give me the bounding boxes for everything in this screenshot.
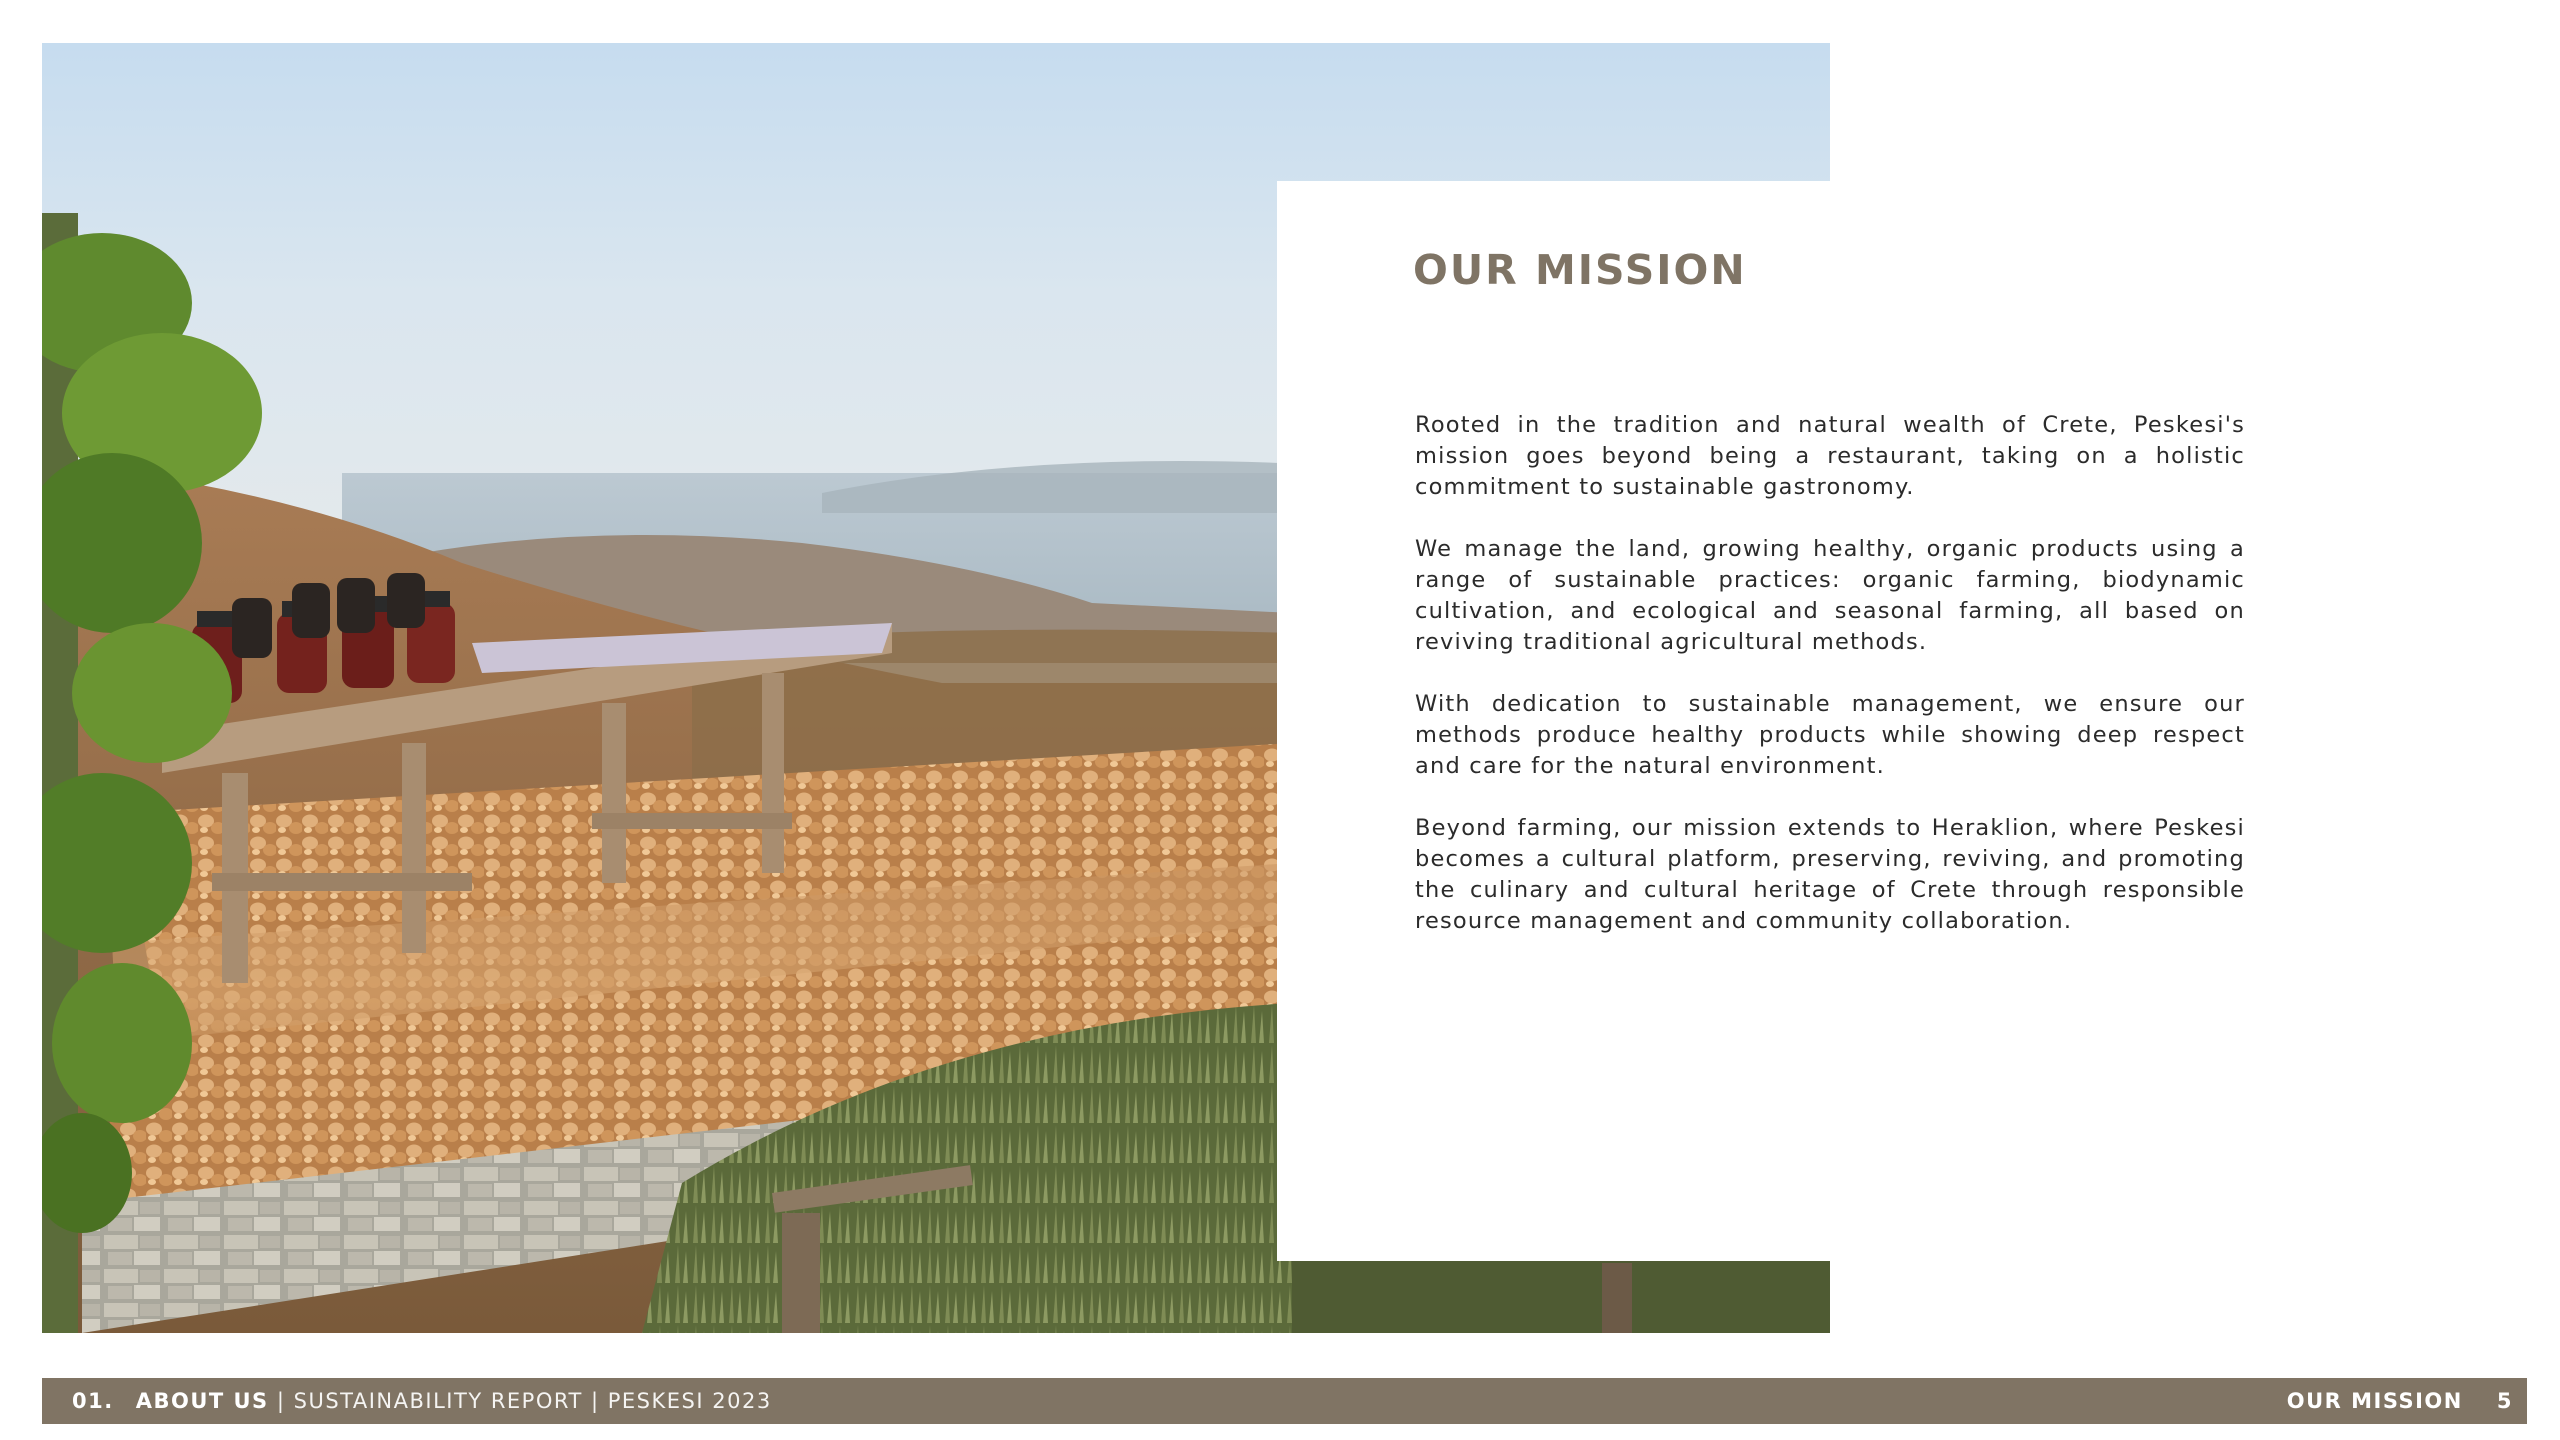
footer-section — [2287, 1378, 2513, 1424]
footer-breadcrumb — [72, 1378, 772, 1424]
mission-paragraph: With dedication to sustainable management, we ensure our methods produce healthy products while showing deep respect and care for the natural environment. — [1415, 691, 2245, 779]
brand-year: PESKESI 2023 — [607, 1389, 772, 1413]
chapter-name: ABOUT US — [135, 1389, 269, 1413]
page-number: 5 — [2496, 1389, 2513, 1413]
footer-separator: | — [276, 1389, 286, 1413]
mission-text — [1415, 410, 2245, 968]
mission-paragraph: We manage the land, growing healthy, organic products using a range of sustainable practices: organic farming, biodynamic cultivation, and ecological and seasonal farming, all based on reviving traditional agricultural methods. — [1415, 536, 2245, 655]
footer-bar — [42, 1378, 2527, 1424]
section-name: OUR MISSION — [2286, 1389, 2463, 1413]
report-name: SUSTAINABILITY REPORT — [293, 1389, 583, 1413]
page-title: OUR MISSION — [1413, 246, 1747, 294]
mission-paragraph: Rooted in the tradition and natural wealth of Crete, Peskesi's mission goes beyond being a restaurant, taking on a holistic commitment to sustainable gastronomy. — [1415, 412, 2245, 500]
chapter-number: 01. — [72, 1389, 114, 1413]
footer-separator: | — [590, 1389, 600, 1413]
mission-paragraph: Beyond farming, our mission extends to Heraklion, where Peskesi becomes a cultural platform, preserving, reviving, and promoting the culinary and cultural heritage of Crete through responsible resource management and community collaboration. — [1415, 815, 2245, 934]
